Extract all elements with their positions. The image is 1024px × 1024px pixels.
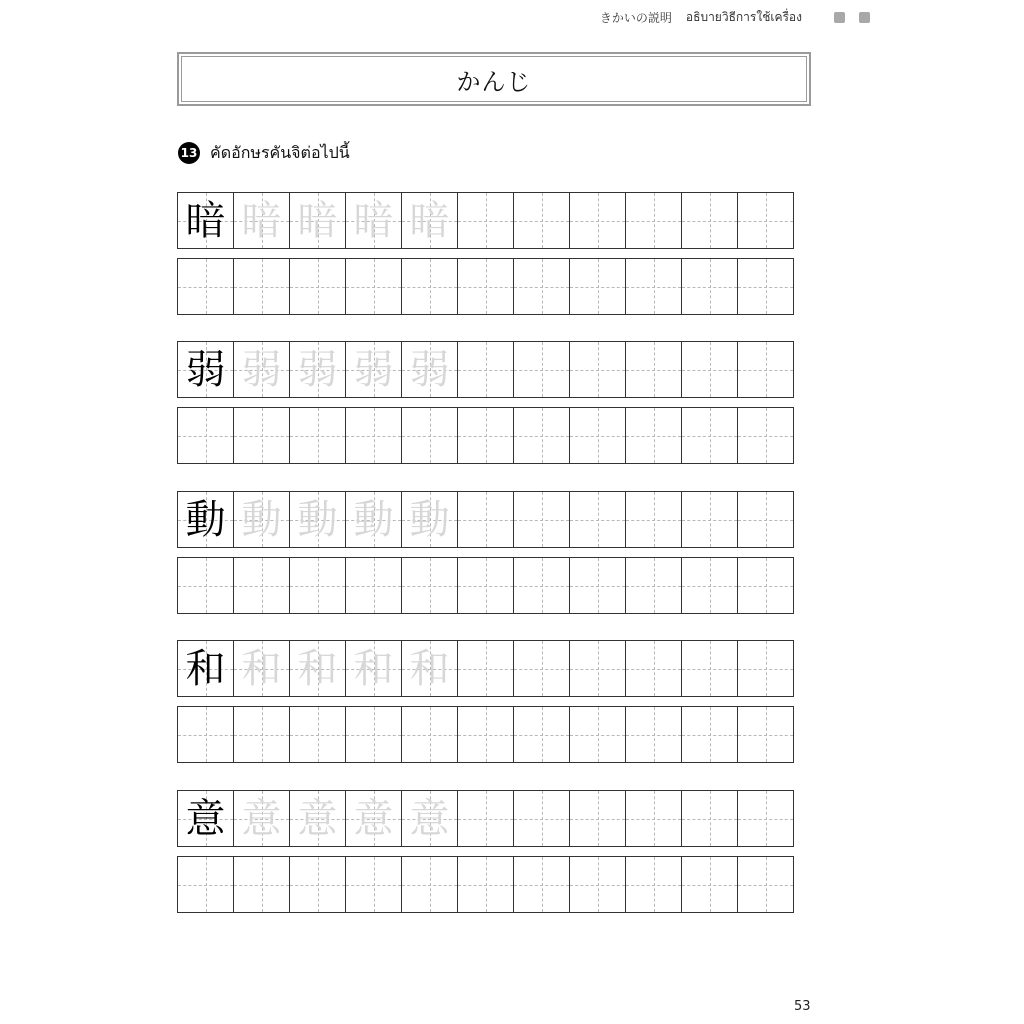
practice-cell [625, 258, 682, 315]
trace-kanji: 和 [353, 645, 394, 692]
trace-kanji: 暗 [297, 197, 338, 244]
page-number: 53 [794, 999, 811, 1014]
practice-cell [457, 557, 514, 614]
practice-cell [401, 706, 458, 763]
practice-cell [177, 856, 234, 913]
practice-cell [401, 557, 458, 614]
practice-row-model [177, 491, 802, 548]
practice-cell [625, 790, 682, 847]
practice-cell [737, 407, 794, 464]
practice-cell [345, 706, 402, 763]
instruction [178, 141, 350, 165]
practice-cell [233, 856, 290, 913]
practice-cell [401, 258, 458, 315]
trace-kanji: 和 [297, 645, 338, 692]
practice-cell [457, 640, 514, 697]
model-kanji: 弱 [185, 346, 226, 393]
practice-cell [625, 491, 682, 548]
trace-kanji: 暗 [241, 197, 282, 244]
practice-row-blank [177, 258, 802, 315]
trace-kanji: 弱 [353, 346, 394, 393]
practice-cell [681, 258, 738, 315]
practice-cell [233, 192, 290, 249]
practice-cell [513, 341, 570, 398]
practice-cell [233, 557, 290, 614]
practice-cell [513, 706, 570, 763]
practice-cell [401, 790, 458, 847]
trace-kanji: 弱 [241, 346, 282, 393]
practice-cell [513, 640, 570, 697]
practice-cell [233, 706, 290, 763]
practice-cell [513, 407, 570, 464]
practice-cell [457, 706, 514, 763]
practice-cell [177, 640, 234, 697]
practice-cell [289, 341, 346, 398]
practice-cell [401, 341, 458, 398]
practice-cell [177, 790, 234, 847]
practice-cell [233, 258, 290, 315]
trace-kanji: 意 [241, 795, 282, 842]
practice-cell [625, 407, 682, 464]
practice-cell [513, 258, 570, 315]
practice-cell [625, 640, 682, 697]
practice-row-blank [177, 706, 802, 763]
exercise-number-badge: 13 [178, 142, 200, 164]
practice-cell [457, 341, 514, 398]
practice-cell [289, 491, 346, 548]
practice-cell [681, 192, 738, 249]
practice-cell [681, 706, 738, 763]
practice-cell [345, 407, 402, 464]
practice-row-blank [177, 856, 802, 913]
practice-cell [569, 407, 626, 464]
practice-cell [177, 706, 234, 763]
practice-cell [737, 790, 794, 847]
practice-cell [681, 407, 738, 464]
trace-kanji: 和 [241, 645, 282, 692]
practice-cell [737, 706, 794, 763]
practice-cell [569, 557, 626, 614]
practice-cell [513, 192, 570, 249]
practice-cell [681, 557, 738, 614]
practice-cell [457, 407, 514, 464]
practice-cell [513, 491, 570, 548]
practice-cell [625, 341, 682, 398]
practice-row-model [177, 192, 802, 249]
model-kanji: 意 [185, 795, 226, 842]
practice-cell [177, 341, 234, 398]
practice-cell [737, 856, 794, 913]
practice-cell [569, 706, 626, 763]
trace-kanji: 動 [353, 496, 394, 543]
practice-cell [345, 640, 402, 697]
practice-cell [345, 491, 402, 548]
practice-cell [233, 407, 290, 464]
practice-cell [625, 706, 682, 763]
practice-cell [681, 491, 738, 548]
practice-cell [457, 491, 514, 548]
practice-cell [681, 640, 738, 697]
title-box [177, 52, 811, 106]
practice-cell [177, 491, 234, 548]
practice-cell [737, 491, 794, 548]
practice-cell [737, 341, 794, 398]
trace-kanji: 暗 [353, 197, 394, 244]
practice-cell [345, 341, 402, 398]
practice-cell [569, 258, 626, 315]
practice-cell [345, 258, 402, 315]
trace-kanji: 弱 [297, 346, 338, 393]
practice-cell [737, 640, 794, 697]
practice-cell [569, 341, 626, 398]
practice-row-model [177, 790, 802, 847]
practice-cell [233, 790, 290, 847]
header-marker-square [834, 12, 845, 23]
practice-cell [401, 192, 458, 249]
practice-cell [569, 790, 626, 847]
practice-cell [625, 557, 682, 614]
trace-kanji: 意 [297, 795, 338, 842]
practice-cell [233, 491, 290, 548]
practice-cell [457, 258, 514, 315]
model-kanji: 動 [185, 496, 226, 543]
practice-cell [345, 856, 402, 913]
trace-kanji: 意 [353, 795, 394, 842]
practice-cell [625, 856, 682, 913]
practice-cell [737, 557, 794, 614]
practice-cell [457, 790, 514, 847]
practice-cell [569, 491, 626, 548]
practice-cell [625, 192, 682, 249]
page-title: かんじ [181, 56, 807, 102]
header-marker-square [859, 12, 870, 23]
practice-cell [513, 790, 570, 847]
page-header [560, 8, 870, 26]
practice-cell [569, 640, 626, 697]
practice-cell [345, 192, 402, 249]
model-kanji: 暗 [185, 197, 226, 244]
practice-cell [289, 790, 346, 847]
practice-cell [457, 192, 514, 249]
practice-cell [401, 640, 458, 697]
trace-kanji: 弱 [409, 346, 450, 393]
instruction-text: คัดอักษรคันจิต่อไปนี้ [210, 142, 350, 162]
practice-cell [681, 790, 738, 847]
practice-cell [513, 557, 570, 614]
practice-cell [289, 258, 346, 315]
practice-cell [513, 856, 570, 913]
practice-cell [177, 258, 234, 315]
practice-cell [401, 407, 458, 464]
trace-kanji: 動 [409, 496, 450, 543]
practice-cell [569, 192, 626, 249]
practice-cell [289, 856, 346, 913]
practice-cell [681, 341, 738, 398]
header-thai-title: อธิบายวิธีการใช้เครื่อง [685, 9, 802, 24]
trace-kanji: 和 [409, 645, 450, 692]
model-kanji: 和 [185, 645, 226, 692]
practice-row-model [177, 341, 802, 398]
practice-cell [177, 192, 234, 249]
practice-row-blank [177, 557, 802, 614]
practice-cell [177, 407, 234, 464]
practice-row-model [177, 640, 802, 697]
practice-cell [345, 557, 402, 614]
trace-kanji: 暗 [409, 197, 450, 244]
header-japanese-title: きかいの説明 [599, 10, 672, 25]
practice-cell [177, 557, 234, 614]
practice-cell [233, 341, 290, 398]
practice-cell [289, 640, 346, 697]
practice-cell [569, 856, 626, 913]
practice-cell [737, 192, 794, 249]
practice-cell [737, 258, 794, 315]
practice-cell [289, 407, 346, 464]
trace-kanji: 動 [297, 496, 338, 543]
practice-cell [401, 491, 458, 548]
practice-cell [401, 856, 458, 913]
practice-cell [681, 856, 738, 913]
trace-kanji: 動 [241, 496, 282, 543]
practice-row-blank [177, 407, 802, 464]
practice-cell [289, 706, 346, 763]
practice-cell [457, 856, 514, 913]
practice-cell [345, 790, 402, 847]
practice-cell [289, 557, 346, 614]
practice-cell [233, 640, 290, 697]
trace-kanji: 意 [409, 795, 450, 842]
practice-cell [289, 192, 346, 249]
